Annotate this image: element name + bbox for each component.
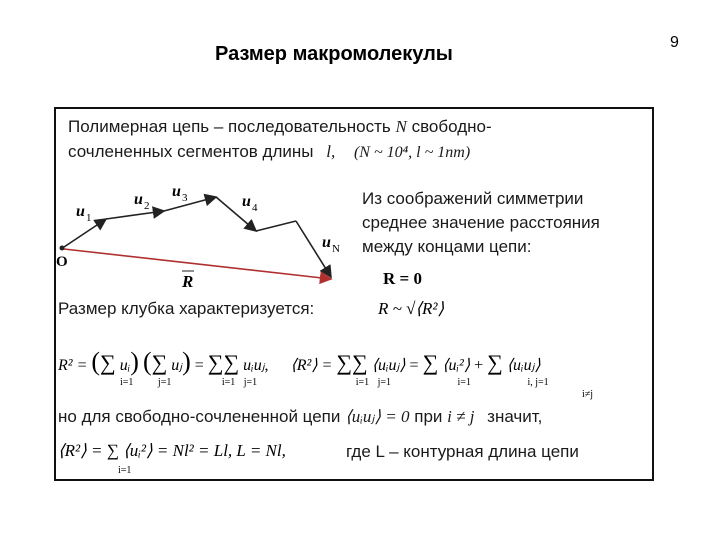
intro-line-2 xyxy=(68,142,470,162)
intro-line-1 xyxy=(68,117,492,137)
label-un: u xyxy=(322,234,331,251)
limit-i-3: i=1 xyxy=(355,377,370,388)
term-ui: uᵢ xyxy=(119,357,131,374)
label-u3: u xyxy=(172,183,181,200)
sum-sign-5: ∑ xyxy=(422,350,439,375)
intro-var-l: l, xyxy=(326,142,336,161)
paren-open-1: ( xyxy=(91,347,101,376)
label-u4: u xyxy=(242,193,251,210)
but-text: но для свободно-сочлененной цепи xyxy=(58,407,341,426)
symmetry-line-1: Из соображений симметрии xyxy=(362,189,584,208)
intro-text-2: сочлененных сегментов длины xyxy=(68,142,314,161)
but-equation: ⟨uᵢuⱼ⟩ = 0 xyxy=(345,407,410,426)
paren-close-2: ) xyxy=(182,347,191,376)
intro-end: свободно- xyxy=(411,117,492,136)
size-equation: R ~ √⟨R²⟩ xyxy=(378,299,445,318)
limit-i: i=1 xyxy=(120,377,134,388)
avg-uiuj: ⟨uᵢuⱼ⟩ xyxy=(371,357,406,374)
label-u4-sub: 4 xyxy=(252,202,258,214)
limit-i-4: i=1 xyxy=(457,377,471,388)
limit-i-2: i=1 xyxy=(221,377,236,388)
limit-j-2: j=1 xyxy=(243,377,258,388)
slide-title: Размер макромолекулы xyxy=(215,43,453,65)
vector-R xyxy=(64,249,331,279)
symmetry-line-3: между концами цепи: xyxy=(362,237,532,256)
symmetry-line-2: среднее значение расстояния xyxy=(362,213,600,232)
size-text: Размер клубка характеризуется: xyxy=(58,299,315,318)
but-end: значит, xyxy=(487,407,543,426)
but-condition: i ≠ j xyxy=(447,407,475,426)
intro-text: Полимерная цепь – последовательность xyxy=(68,117,391,136)
last-text: где L – контурная длина цепи xyxy=(346,442,579,461)
vector-u1 xyxy=(64,219,106,247)
origin-label: O xyxy=(56,254,68,270)
avg-r2: ⟨R²⟩ = xyxy=(290,357,333,374)
label-u1-sub: 1 xyxy=(86,212,92,224)
sum-sign-4: ∑∑ xyxy=(336,350,368,375)
comma-1: , xyxy=(264,357,269,374)
equals-1: = xyxy=(194,357,204,374)
vector-u2 xyxy=(106,211,164,219)
term-uiuj: uᵢuⱼ xyxy=(243,357,265,374)
paren-open-2: ( xyxy=(142,347,152,376)
symmetry-equation: R = 0 xyxy=(383,269,422,288)
r2-lhs: R² = xyxy=(58,357,88,374)
r2-formula xyxy=(58,347,541,377)
but-line xyxy=(58,407,542,427)
equals-2: = xyxy=(409,357,419,374)
last-equation: ⟨R²⟩ = ∑ ⟨uᵢ²⟩ = Nl² = Ll, L = Nl, xyxy=(58,441,286,460)
label-u2: u xyxy=(134,191,143,208)
limit-j-3: j=1 xyxy=(377,377,392,388)
label-u2-sub: 2 xyxy=(144,200,150,212)
label-un-sub: N xyxy=(332,243,340,255)
label-u1: u xyxy=(76,203,85,220)
but-when: при xyxy=(414,407,443,426)
last-sum-limit: i=1 xyxy=(118,465,132,476)
limit-j: j=1 xyxy=(157,377,172,388)
term-uj: uⱼ xyxy=(171,357,183,374)
limit-ne: i≠j xyxy=(582,389,594,400)
sum-sign-3: ∑∑ xyxy=(207,350,240,375)
intro-var-n: N xyxy=(395,117,407,136)
origin-point xyxy=(60,246,65,251)
sum-sign-1: ∑ xyxy=(100,350,116,375)
vector-mid xyxy=(256,221,296,231)
avg-ui2: ⟨uᵢ²⟩ xyxy=(442,357,471,374)
plus-sign: + xyxy=(474,357,484,374)
sum-lower-limits xyxy=(120,377,549,388)
limit-ij: i, j=1 xyxy=(527,377,549,388)
chain-diagram xyxy=(56,169,356,294)
label-R: R xyxy=(182,272,194,291)
paren-close-1: ) xyxy=(130,347,139,376)
sum-sign-2: ∑ xyxy=(151,350,168,375)
sum-sign-6: ∑ xyxy=(487,350,503,375)
avg-uiuj-2: ⟨uᵢuⱼ⟩ xyxy=(506,357,541,374)
intro-estimate: (N ~ 10⁴, l ~ 1nm) xyxy=(353,144,471,161)
label-u3-sub: 3 xyxy=(182,192,188,204)
page-number: 9 xyxy=(670,34,679,51)
content-panel xyxy=(54,107,654,481)
